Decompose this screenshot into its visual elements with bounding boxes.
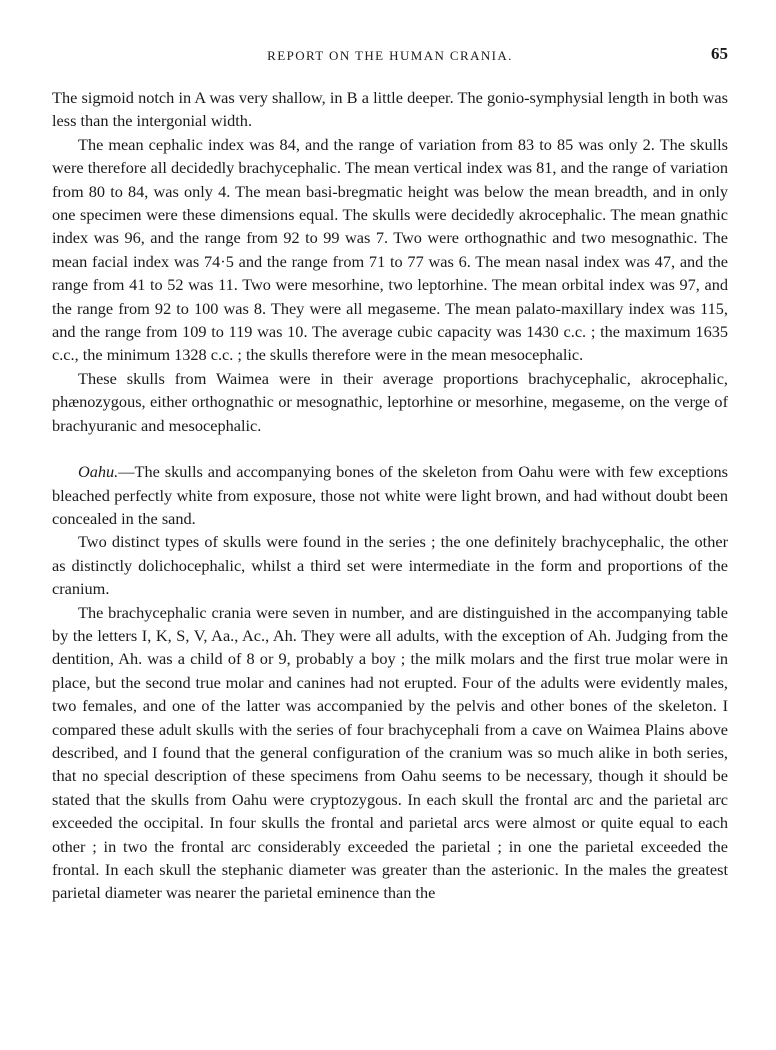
paragraph-sigmoid-notch: The sigmoid notch in A was very shallow, in B a little deeper. The gonio-symphysial length in both was less than the intergonial width. [52,88,728,131]
body-text [52,86,728,905]
page-number: 65 [711,44,728,63]
paragraph-waimea-summary: These skulls from Waimea were in their average proportions brachycephalic, akrocephalic, phænozygous, either orthognathic or mesognathic, leptorhine or mesorhine, megaseme, on the verge of brachyuranic and mesocephalic. [52,368,728,435]
oahu-intro-text: —The skulls and accompanying bones of the skeleton from Oahu were with few exceptions bleached perfectly white from exposure, those not white were light brown, and had without doubt been concealed in the sand. [52,462,728,528]
paragraph-oahu-intro [52,460,728,530]
running-title: REPORT ON THE HUMAN CRANIA. [267,48,513,63]
book-page [52,44,728,905]
paragraph-oahu-types: Two distinct types of skulls were found in the series ; the one definitely brachycephalic, the other as distinctly dolichocephalic, whilst a third set were intermediate in the form and proportions of the cranium. [52,532,728,599]
paragraph-waimea-indices: The mean cephalic index was 84, and the range of variation from 83 to 85 was only 2. The skulls were therefore all decidedly brachycephalic. The mean vertical index was 81, and the range of variation from 80 to 84, was only 4. The mean basi-bregmatic height was below the mean breadth, and in only one specimen were these dimensions equal. The skulls were decidedly akrocephalic. The mean gnathic index was 96, and the range from 92 to 99 was 7. Two were orthognathic and two mesognathic. The mean facial index was 74·5 and the range from 71 to 77 was 6. The mean nasal index was 47, and the range from 41 to 52 was 11. Two were mesorhine, two leptorhine. The mean orbital index was 97, and the range from 92 to 100 was 8. They were all megaseme. The mean palato-maxillary index was 115, and the range from 109 to 119 was 10. The average cubic capacity was 1430 c.c. ; the maximum 1635 c.c., the minimum 1328 c.c. ; the skulls therefore were in the mean mesocephalic. [52,134,728,365]
paragraph-oahu-brachycephalic: The brachycephalic crania were seven in number, and are distinguished in the accompanying table by the letters I, K, S, V, Aa., Ac., Ah. They were all adults, with the exception of Ah. Judging from the dentition, Ah. was a child of 8 or 9, probably a boy ; the milk molars and the first true molar were in place, but the second true molar and canines had not erupted. Four of the adults were evidently males, two females, and one of the latter was accompanied by the pelvis and other bones of the skeleton. I compared these adult skulls with the series of four brachycephali from a cave on Waimea Plains above described, and I found that the general configuration of the cranium was so much alike in both series, that no special description of these specimens from Oahu seems to be necessary, though it should be stated that the skulls from Oahu were cryptozygous. In each skull the frontal arc and the parietal arc exceeded the occipital. In four skulls the frontal and parietal arcs were almost or quite equal to each other ; in two the frontal arc considerably exceeded the parietal ; in one the parietal exceeded the frontal. In each skull the stephanic diameter was greater than the asterionic. In the males the greatest parietal diameter was nearer the parietal eminence than the [52,602,728,903]
running-header [52,44,728,72]
oahu-section-label: Oahu. [78,462,119,482]
